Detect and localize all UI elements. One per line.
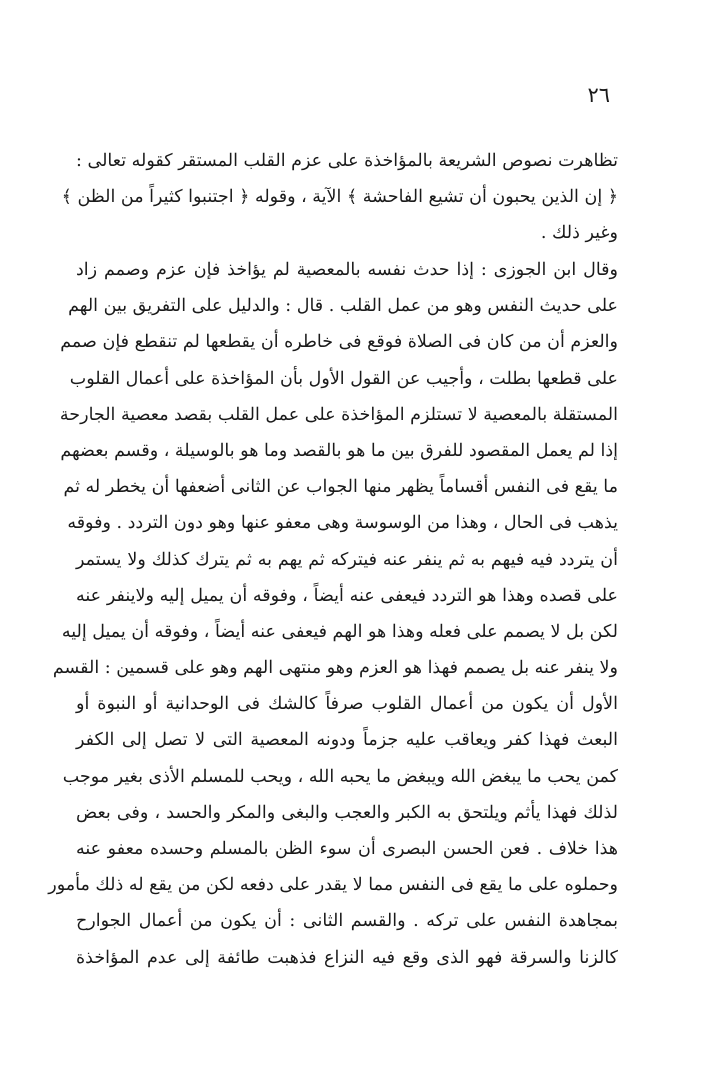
text-line: البعث فهذا كفر ويعاقب عليه جزماً ودونه المعصية التى لا تصل إلى الكفر (76, 730, 618, 751)
text-line: بمجاهدة النفس على تركه . والقسم الثانى : أن يكون من أعمال الجوارح (76, 911, 618, 932)
text-line: الأول أن يكون من أعمال القلوب صرفاً كالشك فى الوحدانية أو النبوة أو (76, 694, 618, 715)
paragraph-1 (61, 143, 618, 252)
text-line: على قطعها بطلت ، وأجيب عن القول الأول بأن المؤاخذة على أعمال القلوب (69, 368, 618, 389)
text-line: ما يقع فى النفس أقساماً يظهر منها الجواب عن الثانى أضعفها أن يخطر له ثم (63, 477, 618, 498)
text-line: يذهب فى الحال ، وهذا من الوسوسة وهى معفو عنها وهو دون التردد . وفوقه (67, 513, 618, 534)
text-line: على حديث النفس وهو من عمل القلب . قال : والدليل على التفريق بين الهم (68, 296, 618, 317)
text-line: ﴿ إن الذين يحبون أن تشيع الفاحشة ﴾ الآية ، وقوله ﴿ اجتنبوا كثيراً من الظن ﴾ (61, 187, 618, 208)
text-line: وقال ابن الجوزى : إذا حدث نفسه بالمعصية لم يؤاخذ فإن عزم وصمم زاد (76, 260, 618, 280)
text-line: المستقلة بالمعصية لا تستلزم المؤاخذة على عمل القلب بقصد معصية الجارحة (59, 404, 618, 425)
text-line: لذلك فهذا يأثم ويلتحق به الكبر والعجب والبغى والمكر والحسد ، وفى بعض (76, 802, 618, 823)
text-line: كالزنا والسرقة فهو الذى وقع فيه النزاع فذهبت طائفة إلى عدم المؤاخذة (76, 947, 618, 968)
text-line: والعزم أن من كان فى الصلاة فوقع فى خاطره أن يقطعها لم تنقطع فإن صمم (60, 332, 618, 353)
text-line: ولا ينفر عنه بل يصمم فهذا هو العزم وهو منتهى الهم وهو على قسمين : القسم (52, 658, 618, 679)
text-line: وغير ذلك . (540, 223, 618, 244)
text-line: على قصده وهذا هو التردد فيعفى عنه أيضاً ، وفوقه أن يميل إليه ولاينفر عنه (76, 585, 618, 606)
paragraph-2 (48, 252, 618, 976)
page-number: ٢٦ (587, 83, 610, 107)
text-line: كمن يحب ما يبغض الله ويبغض ما يحبه الله ، ويحب للمسلم الأذى بغير موجب (62, 766, 618, 787)
text-line: لكن بل لا يصمم على فعله وهذا هو الهم فيعفى عنه أيضاً ، وفوقه أن يميل إليه (61, 621, 618, 642)
text-line: وحملوه على ما يقع فى النفس مما لا يقدر على دفعه لكن من يقع له ذلك مأمور (48, 875, 618, 896)
text-line: أن يتردد فيه فيهم به ثم ينفر عنه فيتركه ثم يهم به ثم يترك كذلك ولا يستمر (76, 549, 618, 570)
text-line: تظاهرت نصوص الشريعة بالمؤاخذة على عزم القلب المستقر كقوله تعالى : (76, 151, 618, 171)
text-line: هذا خلاف . فعن الحسن البصرى أن سوء الظن بالمسلم وحسده معفو عنه (76, 839, 618, 859)
text-line: إذا لم يعمل المقصود للفرق بين ما هو بالقصد وما هو بالوسيلة ، وقسم بعضهم (60, 440, 618, 461)
